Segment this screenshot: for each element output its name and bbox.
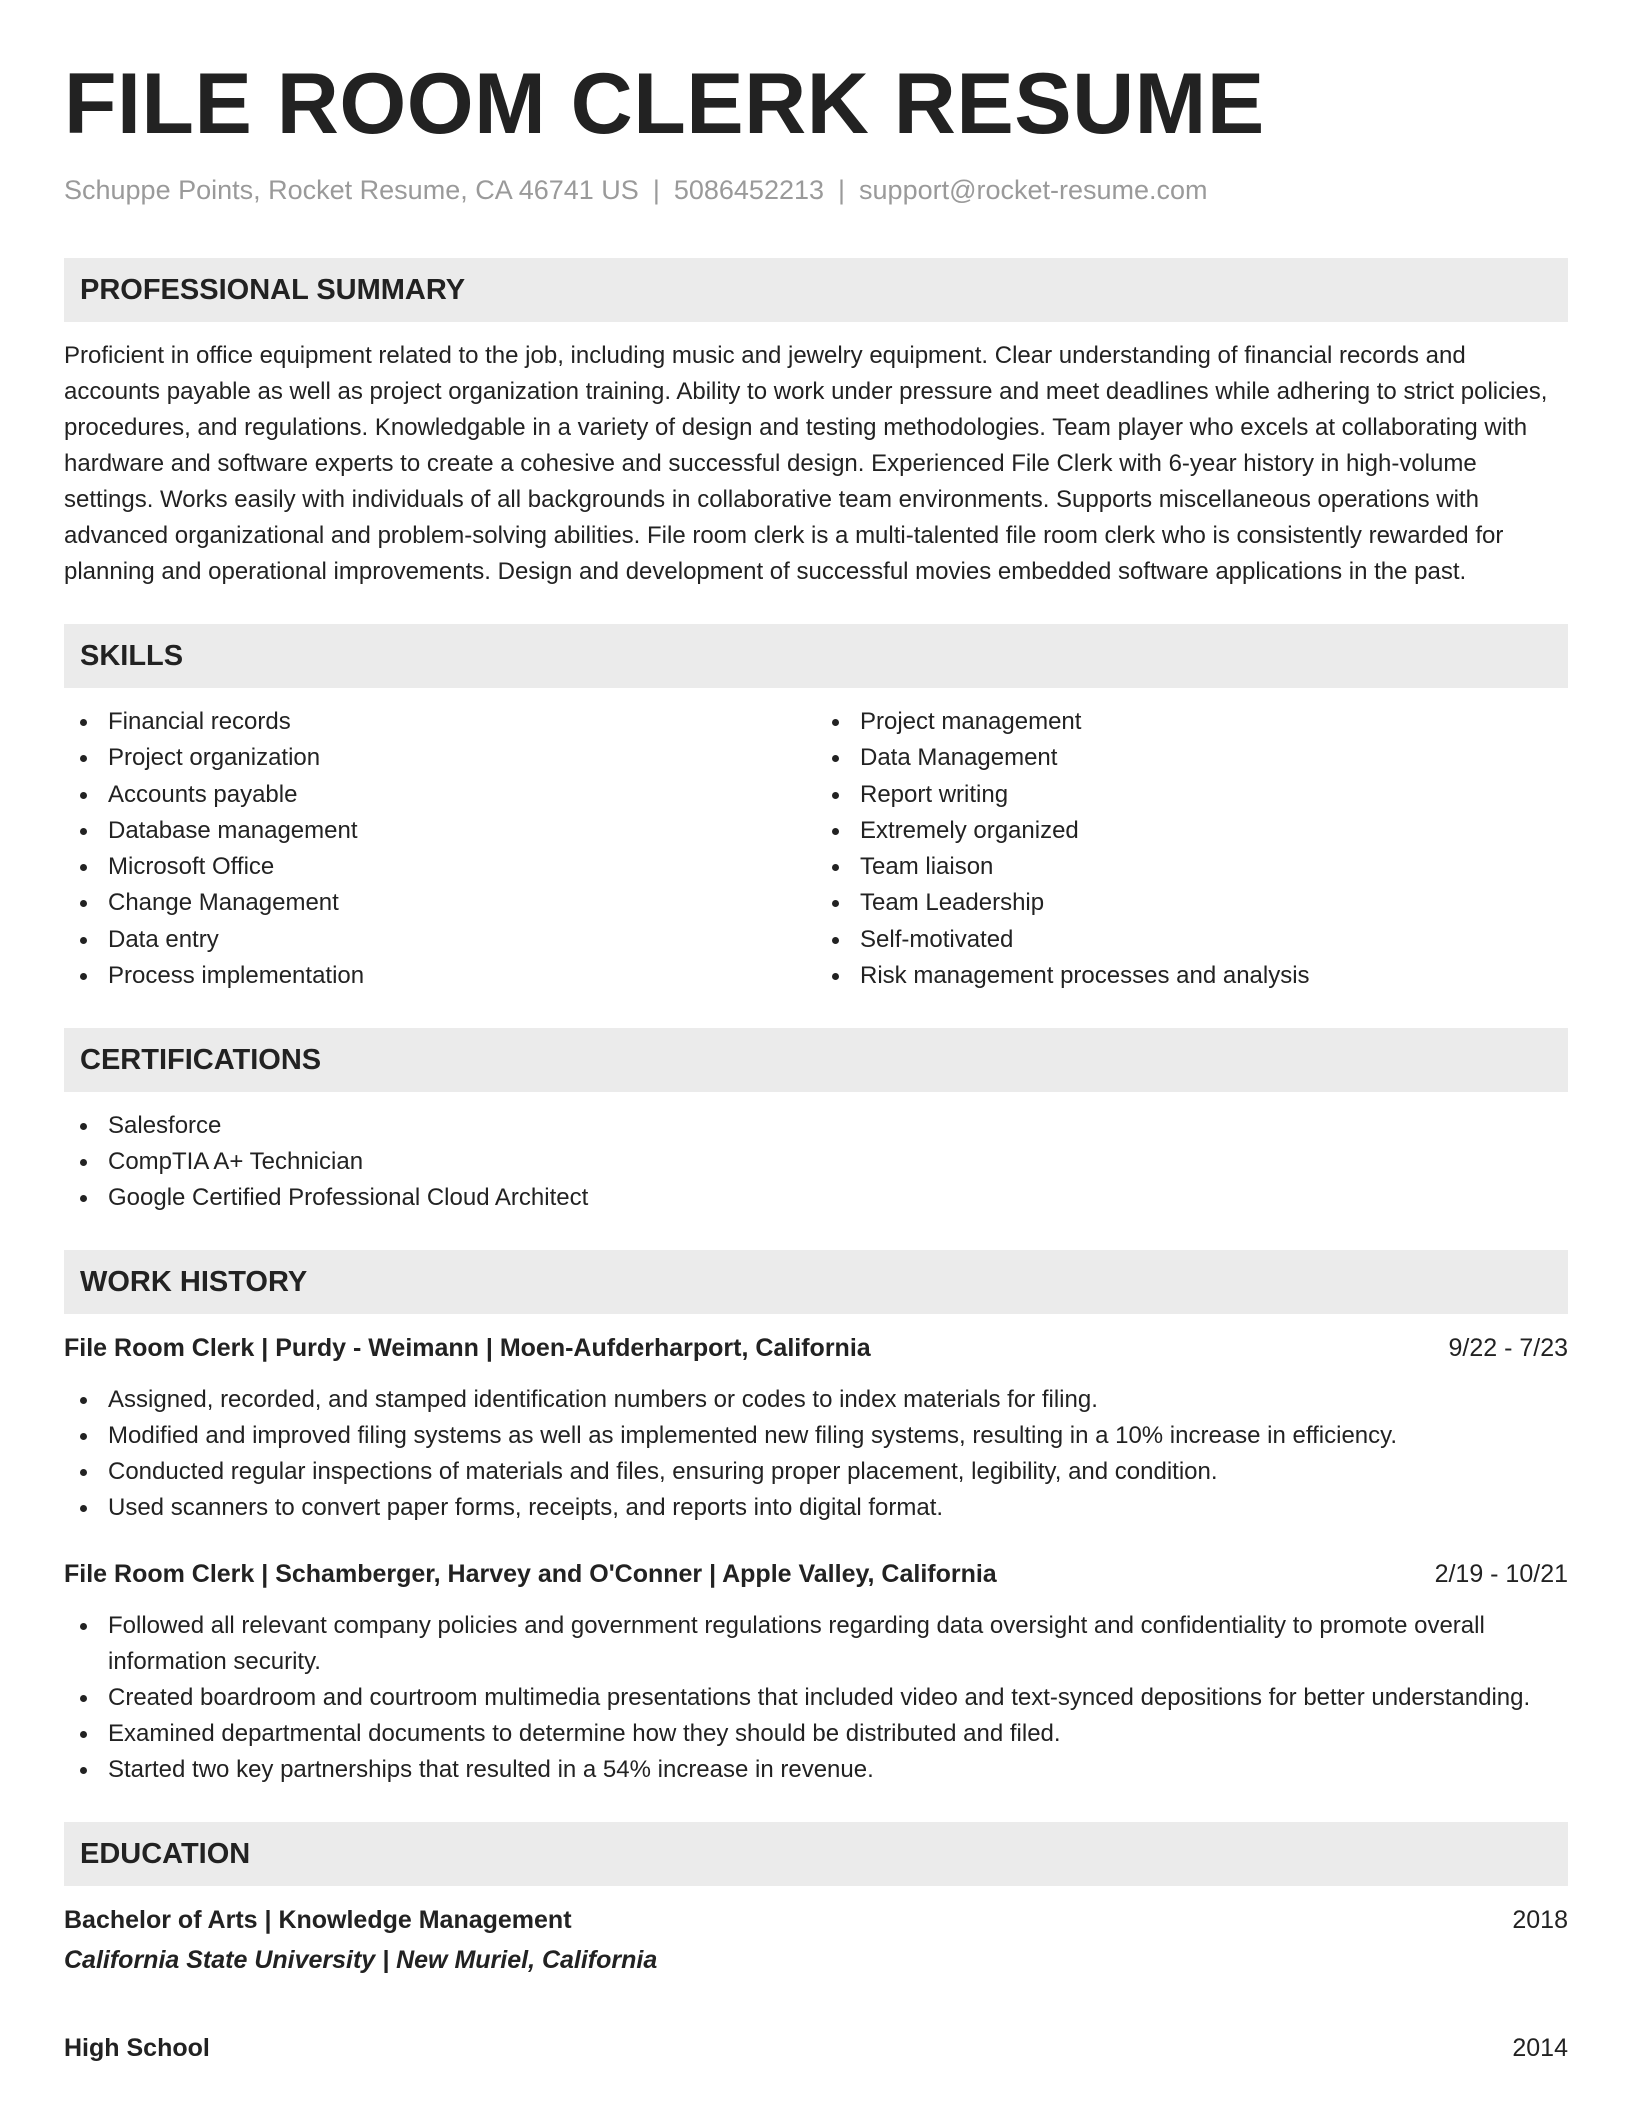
skill-item: Data Management	[816, 740, 1568, 776]
skill-item: Financial records	[64, 704, 816, 740]
education-year: 2018	[1512, 1906, 1568, 1935]
education-year: 2014	[1512, 2034, 1568, 2063]
job-bullets	[64, 1382, 1568, 1526]
job-bullet: Started two key partnerships that resulted in a 54% increase in revenue.	[64, 1752, 1568, 1788]
certification-item: Salesforce	[64, 1108, 1568, 1144]
job-bullet: Created boardroom and courtroom multimedia presentations that included video and text-synced depositions for better understanding.	[64, 1680, 1568, 1716]
job-bullet: Followed all relevant company policies and government regulations regarding data oversight and confidentiality to promote overall information security.	[64, 1608, 1568, 1680]
skill-item: Extremely organized	[816, 813, 1568, 849]
contact-email: support@rocket-resume.com	[859, 175, 1208, 205]
skill-item: Report writing	[816, 777, 1568, 813]
skills-column-left	[64, 704, 816, 994]
section-heading-summary: PROFESSIONAL SUMMARY	[64, 258, 1568, 322]
skill-item: Database management	[64, 813, 816, 849]
certifications-list	[64, 1108, 1568, 1216]
education-school: California State University | New Muriel, California	[64, 1946, 658, 1975]
job-entry	[64, 1330, 1568, 1526]
skills-list-right	[816, 704, 1568, 994]
contact-separator: |	[838, 175, 846, 205]
skill-item: Accounts payable	[64, 777, 816, 813]
education-degree: High School	[64, 2034, 210, 2063]
contact-line	[64, 172, 1568, 208]
job-bullets	[64, 1608, 1568, 1788]
education-header	[64, 2030, 1568, 2066]
education-degree: Bachelor of Arts | Knowledge Management	[64, 1906, 572, 1935]
skill-item: Risk management processes and analysis	[816, 958, 1568, 994]
skill-item: Self-motivated	[816, 922, 1568, 958]
certification-item: CompTIA A+ Technician	[64, 1144, 1568, 1180]
education-entry	[64, 1902, 1568, 1978]
resume-title: FILE ROOM CLERK RESUME	[64, 56, 1265, 152]
section-heading-skills: SKILLS	[64, 624, 1568, 688]
job-entry	[64, 1556, 1568, 1788]
job-bullet: Conducted regular inspections of materials and files, ensuring proper placement, legibility, and condition.	[64, 1454, 1568, 1490]
section-heading-work-history: WORK HISTORY	[64, 1250, 1568, 1314]
skill-item: Project management	[816, 704, 1568, 740]
skills-list-left	[64, 704, 816, 994]
job-bullet: Modified and improved filing systems as well as implemented new filing systems, resulting in a 10% increase in efficiency.	[64, 1418, 1568, 1454]
skill-item: Team Leadership	[816, 885, 1568, 921]
job-dates: 2/19 - 10/21	[1434, 1560, 1568, 1589]
job-title: File Room Clerk | Purdy - Weimann | Moen-Aufderharport, California	[64, 1334, 871, 1363]
skill-item: Change Management	[64, 885, 816, 921]
skills-grid	[64, 704, 1568, 994]
education-header	[64, 1902, 1568, 1938]
job-header	[64, 1330, 1568, 1366]
skill-item: Microsoft Office	[64, 849, 816, 885]
job-bullet: Assigned, recorded, and stamped identification numbers or codes to index materials for filing.	[64, 1382, 1568, 1418]
contact-phone: 5086452213	[673, 175, 825, 205]
section-heading-education: EDUCATION	[64, 1822, 1568, 1886]
skills-column-right	[816, 704, 1568, 994]
contact-separator: |	[652, 175, 660, 205]
education-entry	[64, 2030, 1568, 2066]
skill-item: Data entry	[64, 922, 816, 958]
job-title: File Room Clerk | Schamberger, Harvey and O'Conner | Apple Valley, California	[64, 1560, 997, 1589]
skill-item: Project organization	[64, 740, 816, 776]
skill-item: Process implementation	[64, 958, 816, 994]
summary-text: Proficient in office equipment related to the job, including music and jewelry equipment. Clear understanding of financial records and accounts payable as well as project organization training. Ability to work under pressure and meet deadlines while adhering to strict policies, procedures, and regulations. Knowledgable in a variety of design and testing methodologies. Team player who excels at collaborating with hardware and software experts to create a cohesive and successful design. Experienced File Clerk with 6-year history in high-volume settings. Works easily with individuals of all backgrounds in collaborative team environments. Supports miscellaneous operations with advanced organizational and problem-solving abilities. File room clerk is a multi-talented file room clerk who is consistently rewarded for planning and operational improvements. Design and development of successful movies embedded software applications in the past.	[64, 342, 1548, 585]
job-bullet: Examined departmental documents to determine how they should be distributed and filed.	[64, 1716, 1568, 1752]
certification-item: Google Certified Professional Cloud Architect	[64, 1180, 1568, 1216]
job-bullet: Used scanners to convert paper forms, receipts, and reports into digital format.	[64, 1490, 1568, 1526]
contact-address: Schuppe Points, Rocket Resume, CA 46741 US	[64, 175, 639, 205]
skill-item: Team liaison	[816, 849, 1568, 885]
section-heading-certifications: CERTIFICATIONS	[64, 1028, 1568, 1092]
job-dates: 9/22 - 7/23	[1448, 1334, 1568, 1363]
job-header	[64, 1556, 1568, 1592]
